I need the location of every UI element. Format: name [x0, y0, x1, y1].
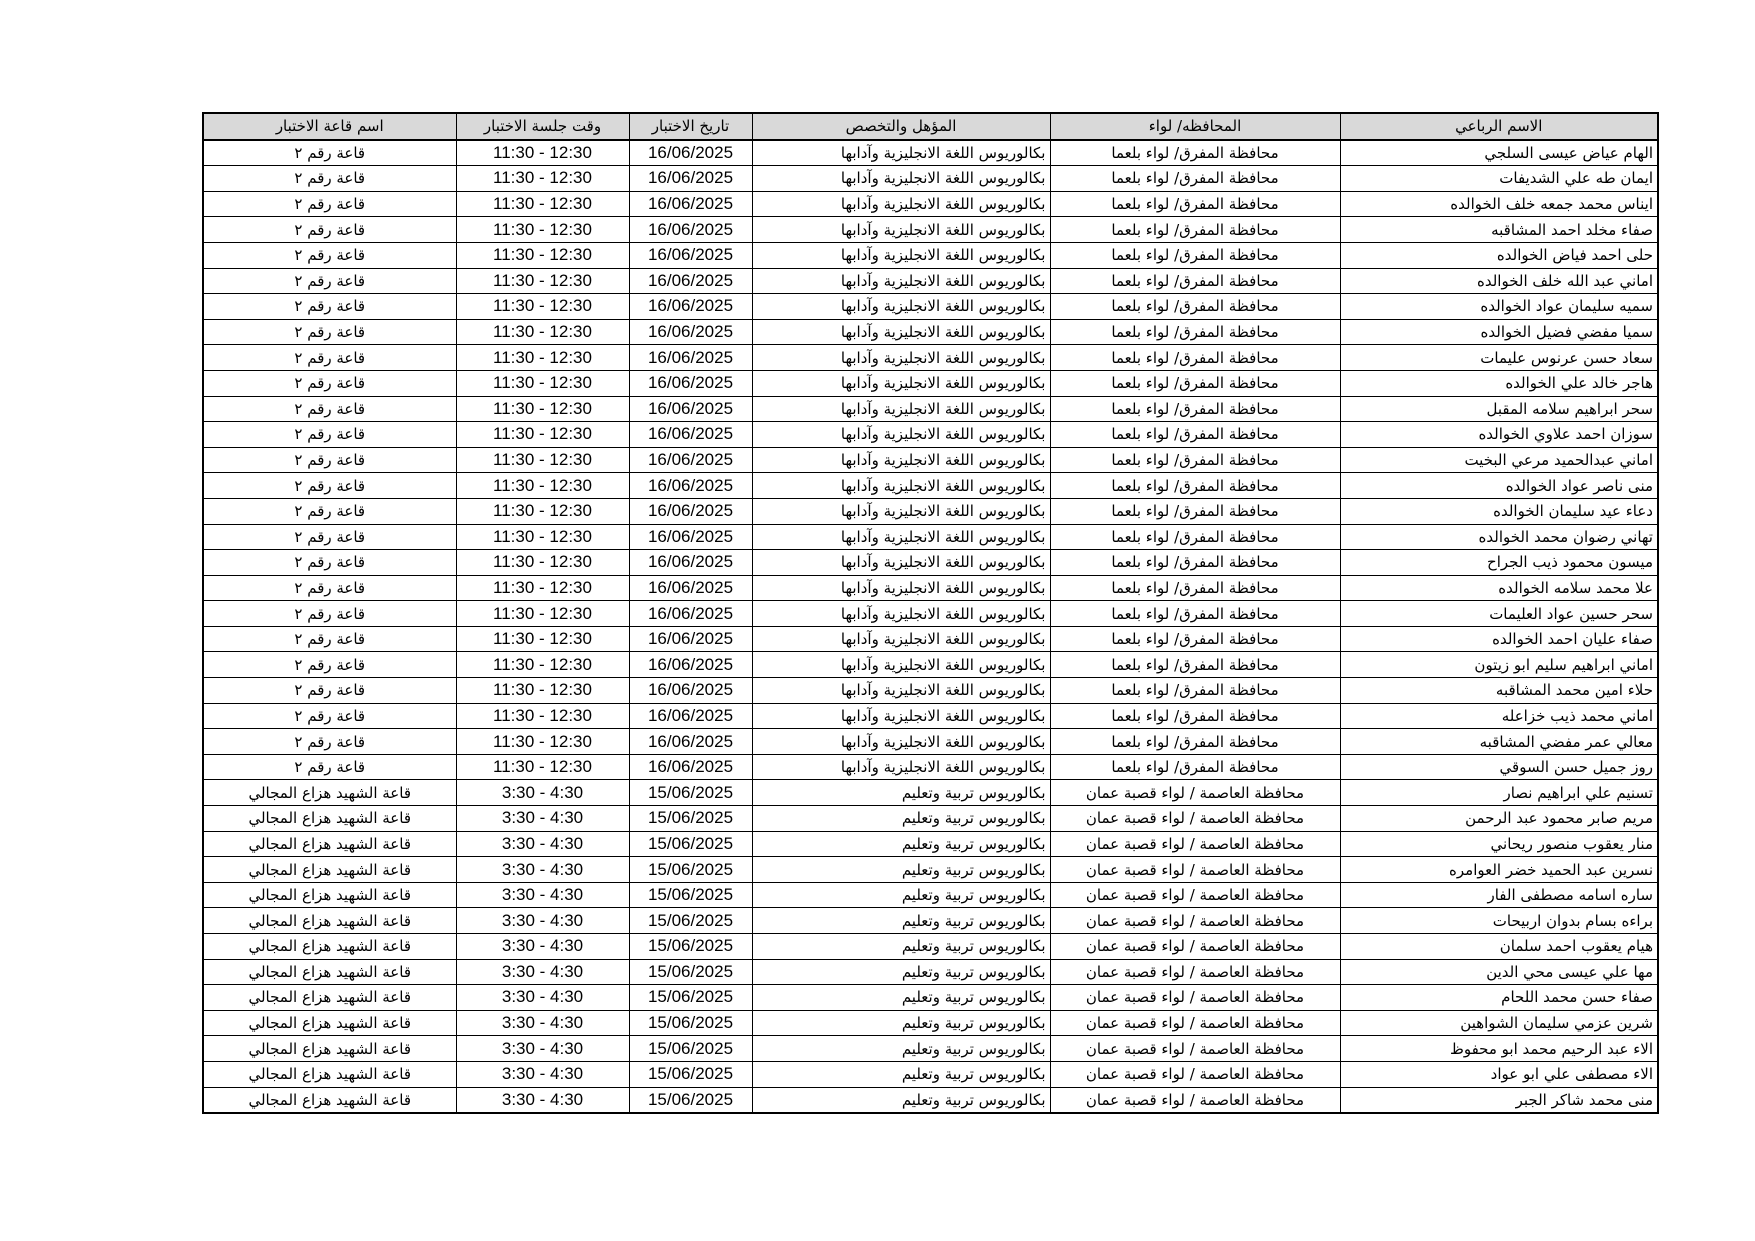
cell-name: ايناس محمد جمعه خلف الخوالده	[1340, 191, 1658, 217]
cell-hall: قاعة الشهيد هزاع المجالي	[203, 1010, 456, 1036]
cell-name: مها علي عيسى محي الدين	[1340, 959, 1658, 985]
cell-date: 15/06/2025	[629, 908, 752, 934]
cell-qualification: بكالوريوس اللغة الانجليزية وآدابها	[752, 498, 1050, 524]
table-row	[203, 857, 1658, 883]
cell-governorate: محافظة العاصمة / لواء قصبة عمان	[1050, 959, 1340, 985]
table-row	[203, 703, 1658, 729]
cell-name: اماني عبد الله خلف الخوالده	[1340, 268, 1658, 294]
cell-date: 16/06/2025	[629, 294, 752, 320]
table-row	[203, 268, 1658, 294]
cell-hall: قاعة الشهيد هزاع المجالي	[203, 908, 456, 934]
cell-hall: قاعة رقم ٢	[203, 498, 456, 524]
cell-qualification: بكالوريوس اللغة الانجليزية وآدابها	[752, 294, 1050, 320]
cell-governorate: محافظة المفرق/ لواء بلعما	[1050, 140, 1340, 166]
cell-time: 11:30 - 12:30	[456, 140, 629, 166]
table-row	[203, 729, 1658, 755]
cell-name: سحر ابراهيم سلامه المقبل	[1340, 396, 1658, 422]
cell-qualification: بكالوريوس تربية وتعليم	[752, 1010, 1050, 1036]
table-row	[203, 370, 1658, 396]
cell-time: 11:30 - 12:30	[456, 268, 629, 294]
cell-governorate: محافظة المفرق/ لواء بلعما	[1050, 575, 1340, 601]
cell-governorate: محافظة العاصمة / لواء قصبة عمان	[1050, 985, 1340, 1011]
cell-governorate: محافظة المفرق/ لواء بلعما	[1050, 422, 1340, 448]
cell-time: 3:30 - 4:30	[456, 780, 629, 806]
cell-time: 3:30 - 4:30	[456, 934, 629, 960]
cell-time: 11:30 - 12:30	[456, 652, 629, 678]
cell-date: 16/06/2025	[629, 754, 752, 780]
cell-time: 11:30 - 12:30	[456, 217, 629, 243]
cell-hall: قاعة رقم ٢	[203, 345, 456, 371]
cell-time: 11:30 - 12:30	[456, 729, 629, 755]
cell-hall: قاعة رقم ٢	[203, 626, 456, 652]
cell-qualification: بكالوريوس اللغة الانجليزية وآدابها	[752, 217, 1050, 243]
cell-hall: قاعة رقم ٢	[203, 524, 456, 550]
cell-hall: قاعة رقم ٢	[203, 268, 456, 294]
cell-date: 16/06/2025	[629, 601, 752, 627]
cell-qualification: بكالوريوس اللغة الانجليزية وآدابها	[752, 370, 1050, 396]
cell-qualification: بكالوريوس اللغة الانجليزية وآدابها	[752, 268, 1050, 294]
cell-name: حلاء امين محمد المشاقبه	[1340, 678, 1658, 704]
cell-hall: قاعة رقم ٢	[203, 754, 456, 780]
table-row	[203, 345, 1658, 371]
cell-name: منى محمد شاكر الجبر	[1340, 1087, 1658, 1113]
cell-hall: قاعة الشهيد هزاع المجالي	[203, 1036, 456, 1062]
cell-qualification: بكالوريوس تربية وتعليم	[752, 934, 1050, 960]
cell-governorate: محافظة المفرق/ لواء بلعما	[1050, 473, 1340, 499]
cell-name: اماني عبدالحميد مرعي البخيت	[1340, 447, 1658, 473]
cell-date: 15/06/2025	[629, 1087, 752, 1113]
cell-name: سعاد حسن عرنوس عليمات	[1340, 345, 1658, 371]
cell-name: الاء عبد الرحيم محمد ابو محفوظ	[1340, 1036, 1658, 1062]
cell-date: 15/06/2025	[629, 780, 752, 806]
exam-schedule-table	[202, 112, 1659, 1114]
cell-date: 16/06/2025	[629, 370, 752, 396]
header-hall: اسم قاعة الاختبار	[203, 113, 456, 140]
cell-hall: قاعة رقم ٢	[203, 473, 456, 499]
cell-qualification: بكالوريوس اللغة الانجليزية وآدابها	[752, 447, 1050, 473]
cell-governorate: محافظة المفرق/ لواء بلعما	[1050, 652, 1340, 678]
cell-hall: قاعة الشهيد هزاع المجالي	[203, 934, 456, 960]
table-row	[203, 626, 1658, 652]
cell-name: سوزان احمد علاوي الخوالده	[1340, 422, 1658, 448]
cell-date: 16/06/2025	[629, 217, 752, 243]
cell-date: 16/06/2025	[629, 550, 752, 576]
cell-date: 16/06/2025	[629, 319, 752, 345]
cell-governorate: محافظة المفرق/ لواء بلعما	[1050, 191, 1340, 217]
cell-name: منار يعقوب منصور ريحاني	[1340, 831, 1658, 857]
cell-time: 3:30 - 4:30	[456, 959, 629, 985]
cell-name: صفاء مخلد احمد المشاقبه	[1340, 217, 1658, 243]
cell-governorate: محافظة المفرق/ لواء بلعما	[1050, 268, 1340, 294]
cell-hall: قاعة رقم ٢	[203, 447, 456, 473]
cell-time: 3:30 - 4:30	[456, 1061, 629, 1087]
cell-name: مريم صابر محمود عبد الرحمن	[1340, 806, 1658, 832]
cell-time: 11:30 - 12:30	[456, 754, 629, 780]
cell-time: 3:30 - 4:30	[456, 908, 629, 934]
cell-qualification: بكالوريوس اللغة الانجليزية وآدابها	[752, 703, 1050, 729]
exam-schedule-sheet	[202, 112, 1657, 1114]
cell-hall: قاعة رقم ٢	[203, 396, 456, 422]
cell-date: 16/06/2025	[629, 345, 752, 371]
cell-governorate: محافظة المفرق/ لواء بلعما	[1050, 294, 1340, 320]
cell-hall: قاعة رقم ٢	[203, 140, 456, 166]
table-row	[203, 1010, 1658, 1036]
cell-name: هيام يعقوب احمد سلمان	[1340, 934, 1658, 960]
cell-governorate: محافظة المفرق/ لواء بلعما	[1050, 166, 1340, 192]
cell-hall: قاعة الشهيد هزاع المجالي	[203, 1061, 456, 1087]
cell-time: 11:30 - 12:30	[456, 396, 629, 422]
cell-name: تهاني رضوان محمد الخوالده	[1340, 524, 1658, 550]
cell-date: 15/06/2025	[629, 959, 752, 985]
cell-date: 16/06/2025	[629, 498, 752, 524]
cell-time: 3:30 - 4:30	[456, 831, 629, 857]
table-row	[203, 447, 1658, 473]
cell-name: صفاء عليان احمد الخوالده	[1340, 626, 1658, 652]
cell-governorate: محافظة المفرق/ لواء بلعما	[1050, 524, 1340, 550]
cell-time: 11:30 - 12:30	[456, 626, 629, 652]
cell-qualification: بكالوريوس تربية وتعليم	[752, 1087, 1050, 1113]
table-row	[203, 882, 1658, 908]
cell-time: 11:30 - 12:30	[456, 550, 629, 576]
cell-qualification: بكالوريوس تربية وتعليم	[752, 985, 1050, 1011]
cell-governorate: محافظة العاصمة / لواء قصبة عمان	[1050, 806, 1340, 832]
table-row	[203, 652, 1658, 678]
table-row	[203, 166, 1658, 192]
cell-date: 15/06/2025	[629, 831, 752, 857]
table-row	[203, 1087, 1658, 1113]
table-row	[203, 524, 1658, 550]
header-qualification: المؤهل والتخصص	[752, 113, 1050, 140]
table-row	[203, 1061, 1658, 1087]
cell-name: حلى احمد فياض الخوالده	[1340, 242, 1658, 268]
cell-name: الاء مصطفى علي ابو عواد	[1340, 1061, 1658, 1087]
cell-name: ساره اسامه مصطفى الفار	[1340, 882, 1658, 908]
cell-qualification: بكالوريوس اللغة الانجليزية وآدابها	[752, 601, 1050, 627]
cell-date: 16/06/2025	[629, 575, 752, 601]
cell-date: 15/06/2025	[629, 934, 752, 960]
cell-hall: قاعة الشهيد هزاع المجالي	[203, 985, 456, 1011]
table-row	[203, 140, 1658, 166]
cell-qualification: بكالوريوس اللغة الانجليزية وآدابها	[752, 678, 1050, 704]
cell-governorate: محافظة العاصمة / لواء قصبة عمان	[1050, 1087, 1340, 1113]
cell-qualification: بكالوريوس تربية وتعليم	[752, 1036, 1050, 1062]
header-time: وقت جلسة الاختبار	[456, 113, 629, 140]
cell-governorate: محافظة المفرق/ لواء بلعما	[1050, 626, 1340, 652]
cell-time: 11:30 - 12:30	[456, 447, 629, 473]
cell-qualification: بكالوريوس اللغة الانجليزية وآدابها	[752, 242, 1050, 268]
cell-name: سميه سليمان عواد الخوالده	[1340, 294, 1658, 320]
table-row	[203, 575, 1658, 601]
cell-governorate: محافظة العاصمة / لواء قصبة عمان	[1050, 1036, 1340, 1062]
cell-qualification: بكالوريوس اللغة الانجليزية وآدابها	[752, 396, 1050, 422]
cell-name: اماني محمد ذيب خزاعله	[1340, 703, 1658, 729]
cell-hall: قاعة الشهيد هزاع المجالي	[203, 882, 456, 908]
cell-date: 16/06/2025	[629, 422, 752, 448]
cell-hall: قاعة الشهيد هزاع المجالي	[203, 806, 456, 832]
cell-date: 16/06/2025	[629, 729, 752, 755]
cell-qualification: بكالوريوس تربية وتعليم	[752, 908, 1050, 934]
cell-hall: قاعة رقم ٢	[203, 729, 456, 755]
cell-hall: قاعة رقم ٢	[203, 422, 456, 448]
cell-date: 16/06/2025	[629, 166, 752, 192]
cell-date: 16/06/2025	[629, 626, 752, 652]
cell-hall: قاعة رقم ٢	[203, 242, 456, 268]
cell-time: 11:30 - 12:30	[456, 524, 629, 550]
cell-name: تسنيم علي ابراهيم نصار	[1340, 780, 1658, 806]
cell-governorate: محافظة المفرق/ لواء بلعما	[1050, 345, 1340, 371]
cell-qualification: بكالوريوس اللغة الانجليزية وآدابها	[752, 422, 1050, 448]
cell-qualification: بكالوريوس تربية وتعليم	[752, 959, 1050, 985]
cell-qualification: بكالوريوس اللغة الانجليزية وآدابها	[752, 524, 1050, 550]
cell-name: شرين عزمي سليمان الشواهين	[1340, 1010, 1658, 1036]
cell-date: 16/06/2025	[629, 524, 752, 550]
cell-qualification: بكالوريوس تربية وتعليم	[752, 857, 1050, 883]
cell-hall: قاعة رقم ٢	[203, 191, 456, 217]
cell-governorate: محافظة المفرق/ لواء بلعما	[1050, 498, 1340, 524]
cell-date: 15/06/2025	[629, 806, 752, 832]
cell-qualification: بكالوريوس اللغة الانجليزية وآدابها	[752, 652, 1050, 678]
cell-time: 11:30 - 12:30	[456, 601, 629, 627]
cell-time: 3:30 - 4:30	[456, 985, 629, 1011]
cell-time: 11:30 - 12:30	[456, 703, 629, 729]
cell-time: 11:30 - 12:30	[456, 294, 629, 320]
cell-date: 16/06/2025	[629, 242, 752, 268]
cell-hall: قاعة رقم ٢	[203, 166, 456, 192]
cell-governorate: محافظة العاصمة / لواء قصبة عمان	[1050, 908, 1340, 934]
header-governorate: المحافظه/ لواء	[1050, 113, 1340, 140]
cell-time: 11:30 - 12:30	[456, 422, 629, 448]
cell-hall: قاعة رقم ٢	[203, 370, 456, 396]
cell-governorate: محافظة العاصمة / لواء قصبة عمان	[1050, 934, 1340, 960]
cell-time: 11:30 - 12:30	[456, 166, 629, 192]
cell-governorate: محافظة العاصمة / لواء قصبة عمان	[1050, 1061, 1340, 1087]
cell-hall: قاعة رقم ٢	[203, 652, 456, 678]
table-row	[203, 831, 1658, 857]
cell-time: 11:30 - 12:30	[456, 370, 629, 396]
cell-date: 15/06/2025	[629, 985, 752, 1011]
cell-governorate: محافظة العاصمة / لواء قصبة عمان	[1050, 780, 1340, 806]
cell-name: الهام عياض عيسى السلجي	[1340, 140, 1658, 166]
table-row	[203, 754, 1658, 780]
cell-qualification: بكالوريوس اللغة الانجليزية وآدابها	[752, 626, 1050, 652]
table-row	[203, 550, 1658, 576]
cell-hall: قاعة رقم ٢	[203, 319, 456, 345]
cell-time: 3:30 - 4:30	[456, 806, 629, 832]
cell-name: علا محمد سلامه الخوالده	[1340, 575, 1658, 601]
table-row	[203, 217, 1658, 243]
cell-name: سحر حسين عواد العليمات	[1340, 601, 1658, 627]
cell-date: 16/06/2025	[629, 473, 752, 499]
cell-hall: قاعة رقم ٢	[203, 294, 456, 320]
cell-date: 16/06/2025	[629, 268, 752, 294]
cell-hall: قاعة رقم ٢	[203, 550, 456, 576]
cell-name: براءه بسام بدوان اربيحات	[1340, 908, 1658, 934]
cell-hall: قاعة الشهيد هزاع المجالي	[203, 1087, 456, 1113]
table-row	[203, 473, 1658, 499]
cell-name: هاجر خالد علي الخوالده	[1340, 370, 1658, 396]
cell-date: 16/06/2025	[629, 396, 752, 422]
table-row	[203, 191, 1658, 217]
cell-time: 11:30 - 12:30	[456, 319, 629, 345]
cell-date: 16/06/2025	[629, 678, 752, 704]
cell-qualification: بكالوريوس تربية وتعليم	[752, 806, 1050, 832]
cell-name: منى ناصر عواد الخوالده	[1340, 473, 1658, 499]
header-name: الاسم الرباعي	[1340, 113, 1658, 140]
header-row	[203, 113, 1658, 140]
cell-governorate: محافظة المفرق/ لواء بلعما	[1050, 754, 1340, 780]
cell-qualification: بكالوريوس اللغة الانجليزية وآدابها	[752, 550, 1050, 576]
table-row	[203, 985, 1658, 1011]
table-row	[203, 908, 1658, 934]
cell-governorate: محافظة المفرق/ لواء بلعما	[1050, 703, 1340, 729]
cell-name: نسرين عبد الحميد خضر العوامره	[1340, 857, 1658, 883]
table-row	[203, 806, 1658, 832]
cell-name: دعاء عيد سليمان الخوالده	[1340, 498, 1658, 524]
cell-hall: قاعة الشهيد هزاع المجالي	[203, 959, 456, 985]
cell-date: 16/06/2025	[629, 140, 752, 166]
cell-qualification: بكالوريوس اللغة الانجليزية وآدابها	[752, 575, 1050, 601]
cell-qualification: بكالوريوس تربية وتعليم	[752, 780, 1050, 806]
cell-time: 11:30 - 12:30	[456, 678, 629, 704]
cell-qualification: بكالوريوس اللغة الانجليزية وآدابها	[752, 345, 1050, 371]
cell-hall: قاعة رقم ٢	[203, 678, 456, 704]
cell-time: 3:30 - 4:30	[456, 1010, 629, 1036]
cell-governorate: محافظة المفرق/ لواء بلعما	[1050, 242, 1340, 268]
cell-date: 16/06/2025	[629, 703, 752, 729]
cell-qualification: بكالوريوس اللغة الانجليزية وآدابها	[752, 140, 1050, 166]
cell-date: 15/06/2025	[629, 857, 752, 883]
cell-qualification: بكالوريوس اللغة الانجليزية وآدابها	[752, 729, 1050, 755]
cell-time: 3:30 - 4:30	[456, 1087, 629, 1113]
cell-time: 11:30 - 12:30	[456, 498, 629, 524]
table-row	[203, 678, 1658, 704]
cell-governorate: محافظة المفرق/ لواء بلعما	[1050, 550, 1340, 576]
cell-time: 3:30 - 4:30	[456, 882, 629, 908]
cell-date: 15/06/2025	[629, 1061, 752, 1087]
cell-hall: قاعة الشهيد هزاع المجالي	[203, 831, 456, 857]
cell-qualification: بكالوريوس تربية وتعليم	[752, 831, 1050, 857]
cell-time: 3:30 - 4:30	[456, 857, 629, 883]
cell-time: 11:30 - 12:30	[456, 191, 629, 217]
cell-qualification: بكالوريوس اللغة الانجليزية وآدابها	[752, 754, 1050, 780]
cell-governorate: محافظة العاصمة / لواء قصبة عمان	[1050, 1010, 1340, 1036]
cell-hall: قاعة رقم ٢	[203, 601, 456, 627]
cell-hall: قاعة الشهيد هزاع المجالي	[203, 857, 456, 883]
cell-date: 15/06/2025	[629, 882, 752, 908]
cell-hall: قاعة رقم ٢	[203, 217, 456, 243]
table-row	[203, 396, 1658, 422]
cell-name: اماني ابراهيم سليم ابو زيتون	[1340, 652, 1658, 678]
cell-governorate: محافظة العاصمة / لواء قصبة عمان	[1050, 857, 1340, 883]
cell-date: 16/06/2025	[629, 191, 752, 217]
header-date: تاريخ الاختبار	[629, 113, 752, 140]
table-row	[203, 422, 1658, 448]
cell-governorate: محافظة المفرق/ لواء بلعما	[1050, 678, 1340, 704]
cell-hall: قاعة الشهيد هزاع المجالي	[203, 780, 456, 806]
cell-qualification: بكالوريوس اللغة الانجليزية وآدابها	[752, 473, 1050, 499]
cell-qualification: بكالوريوس تربية وتعليم	[752, 882, 1050, 908]
table-row	[203, 780, 1658, 806]
cell-name: صفاء حسن محمد اللحام	[1340, 985, 1658, 1011]
table-row	[203, 498, 1658, 524]
cell-governorate: محافظة المفرق/ لواء بلعما	[1050, 396, 1340, 422]
cell-time: 11:30 - 12:30	[456, 575, 629, 601]
cell-governorate: محافظة المفرق/ لواء بلعما	[1050, 217, 1340, 243]
cell-date: 16/06/2025	[629, 447, 752, 473]
table-row	[203, 319, 1658, 345]
cell-date: 15/06/2025	[629, 1010, 752, 1036]
cell-name: ميسون محمود ذيب الجراح	[1340, 550, 1658, 576]
cell-governorate: محافظة المفرق/ لواء بلعما	[1050, 729, 1340, 755]
cell-governorate: محافظة العاصمة / لواء قصبة عمان	[1050, 831, 1340, 857]
cell-governorate: محافظة العاصمة / لواء قصبة عمان	[1050, 882, 1340, 908]
cell-qualification: بكالوريوس اللغة الانجليزية وآدابها	[752, 191, 1050, 217]
cell-name: سميا مفضي فضيل الخوالده	[1340, 319, 1658, 345]
cell-time: 11:30 - 12:30	[456, 473, 629, 499]
table-row	[203, 601, 1658, 627]
cell-governorate: محافظة المفرق/ لواء بلعما	[1050, 601, 1340, 627]
cell-qualification: بكالوريوس اللغة الانجليزية وآدابها	[752, 319, 1050, 345]
cell-qualification: بكالوريوس تربية وتعليم	[752, 1061, 1050, 1087]
cell-name: ايمان طه علي الشديفات	[1340, 166, 1658, 192]
cell-time: 3:30 - 4:30	[456, 1036, 629, 1062]
table-row	[203, 934, 1658, 960]
cell-time: 11:30 - 12:30	[456, 242, 629, 268]
cell-time: 11:30 - 12:30	[456, 345, 629, 371]
cell-name: روز جميل حسن السوقي	[1340, 754, 1658, 780]
cell-governorate: محافظة المفرق/ لواء بلعما	[1050, 447, 1340, 473]
table-row	[203, 242, 1658, 268]
cell-date: 16/06/2025	[629, 652, 752, 678]
table-row	[203, 294, 1658, 320]
table-row	[203, 1036, 1658, 1062]
cell-qualification: بكالوريوس اللغة الانجليزية وآدابها	[752, 166, 1050, 192]
table-row	[203, 959, 1658, 985]
cell-name: معالي عمر مفضي المشاقبه	[1340, 729, 1658, 755]
cell-date: 15/06/2025	[629, 1036, 752, 1062]
cell-governorate: محافظة المفرق/ لواء بلعما	[1050, 370, 1340, 396]
cell-hall: قاعة رقم ٢	[203, 575, 456, 601]
cell-governorate: محافظة المفرق/ لواء بلعما	[1050, 319, 1340, 345]
cell-hall: قاعة رقم ٢	[203, 703, 456, 729]
